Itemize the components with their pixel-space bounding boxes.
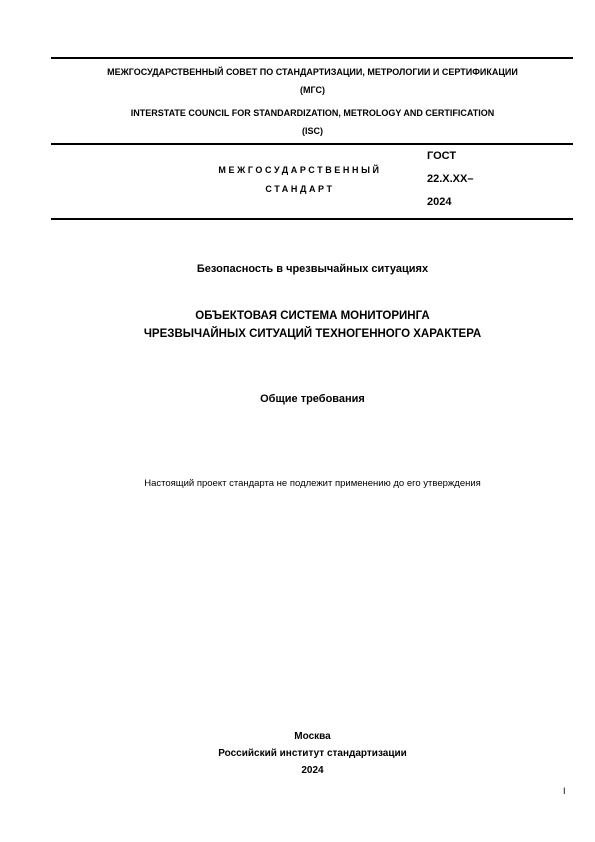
publication-city: Москва bbox=[294, 731, 331, 742]
main-title-line2: ЧРЕЗВЫЧАЙНЫХ СИТУАЦИЙ ТЕХНОГЕННОГО ХАРАКТЕРА bbox=[143, 328, 482, 340]
publication-year: 2024 bbox=[301, 765, 324, 776]
council-name-en: INTERSTATE COUNCIL FOR STANDARDIZATION, METROLOGY AND CERTIFICATION bbox=[130, 108, 495, 118]
draft-notice: Настоящий проект стандарта не подлежит применению до его утверждения bbox=[144, 478, 481, 489]
standard-type-line2: СТАНДАРТ bbox=[265, 184, 335, 194]
header-bottom-rule bbox=[51, 218, 573, 220]
gost-designation-line3: 2024 bbox=[427, 196, 452, 208]
top-rule bbox=[51, 57, 573, 59]
document-subtitle: Общие требования bbox=[260, 393, 365, 405]
gost-designation-line1: ГОСТ bbox=[427, 150, 457, 162]
page-number: I bbox=[563, 786, 566, 796]
council-name-ru: МЕЖГОСУДАРСТВЕННЫЙ СОВЕТ ПО СТАНДАРТИЗАЦИИ, МЕТРОЛОГИИ И СЕРТИФИКАЦИИ bbox=[107, 67, 518, 77]
publisher-name: Российский институт стандартизации bbox=[218, 748, 407, 759]
header-divider-rule bbox=[51, 143, 573, 145]
council-abbr-en: (ISC) bbox=[302, 126, 323, 136]
council-abbr-ru: (МГС) bbox=[300, 85, 325, 95]
series-title: Безопасность в чрезвычайных ситуациях bbox=[196, 263, 429, 275]
gost-designation-line2: 22.Х.ХХ– bbox=[427, 173, 474, 185]
main-title-line1: ОБЪЕКТОВАЯ СИСТЕМА МОНИТОРИНГА bbox=[195, 310, 430, 322]
standard-type-line1: МЕЖГОСУДАРСТВЕННЫЙ bbox=[218, 165, 382, 175]
